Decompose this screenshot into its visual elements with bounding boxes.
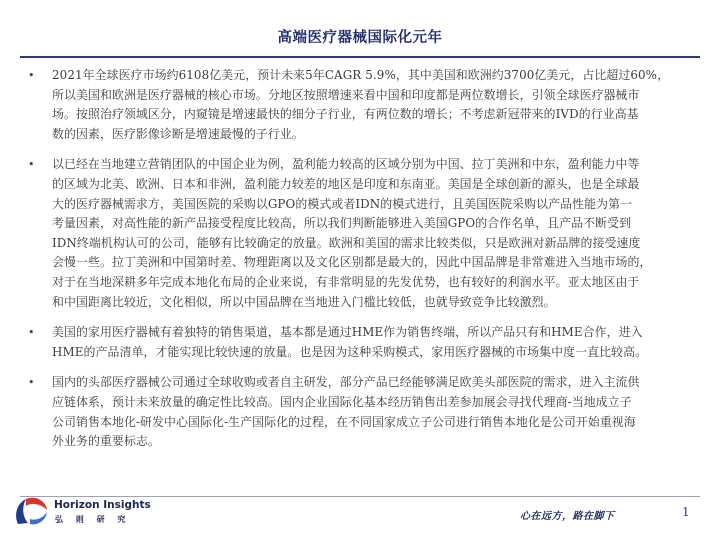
title-divider xyxy=(20,56,700,58)
company-logo xyxy=(12,492,172,532)
bullet-item xyxy=(28,155,700,312)
bullet-text xyxy=(52,373,700,451)
horizon-logo-icon xyxy=(12,494,50,530)
content-body xyxy=(28,66,700,463)
text-line: HME的产品清单，才能实现比较快速的放量。也是因为这种采购模式，家用医疗器械的市场集中度一直比较高。 xyxy=(52,344,648,359)
text-line: 以已经在当地建立营销团队的中国企业为例，盈利能力较高的区域分别为中国、拉丁美洲和中东，盈利能力中等 xyxy=(52,157,640,172)
text-line: 国内的头部医疗器械公司通过全球收购或者自主研发，部分产品已经能够满足欧美头部医院的需求，进入主流供 xyxy=(52,375,640,390)
footer-slogan: 心在远方，路在脚下 xyxy=(520,511,615,522)
text-line: 应链体系，预计未来放量的确定性比较高。国内企业国际化基本经历销售出差参加展会寻找代理商-当地成立子 xyxy=(52,394,632,409)
text-line: 对于在当地深耕多年完成本地化布局的企业来说，有非常明显的先发优势，也有较好的利润水平。亚太地区由于 xyxy=(52,274,640,289)
logo-english-name: Horizon Insights xyxy=(54,499,151,511)
bullet-icon: • xyxy=(28,69,35,82)
page-number: 1 xyxy=(682,505,690,519)
text-line: 会慢一些。拉丁美洲和中国第时差、物理距离以及文化区别都是最大的，因此中国品牌是非常难进入当地市场的， xyxy=(52,255,652,270)
bullet-icon: • xyxy=(28,376,35,390)
text-line: 的区域为北美、欧洲、日本和非洲，盈利能力较差的地区是印度和东南亚。美国是全球创新的源头，也是全球最 xyxy=(52,176,640,191)
text-line: 美国的家用医疗器械有着独特的销售渠道，基本都是通过HME作为销售终端，所以产品只有和HME合作，进入 xyxy=(52,325,643,340)
text-line: 考量因素，对高性能的新产品接受程度比较高，所以我们判断能够进入美国GPO的合作名单，且产品不断受到 xyxy=(52,216,632,231)
text-line: 数的因素，医疗影像诊断是增速最慢的子行业。 xyxy=(52,126,304,141)
text-line: 场。按照治疗领域区分，内窥镜是增速最快的细分子行业，有两位数的增长；不考虑新冠带来的IVD的行业高基 xyxy=(52,107,639,122)
bullet-text xyxy=(52,155,700,312)
text-line: IDN终端机构认可的公司，能够有比较确定的放量。欧洲和美国的需求比较类似，只是欧洲对新品牌的接受速度 xyxy=(52,235,641,250)
text-line: 外业务的重要标志。 xyxy=(52,434,160,449)
bullet-icon: • xyxy=(28,326,35,340)
text-line: 所以美国和欧洲是医疗器械的核心市场。分地区按照增速来看中国和印度都是两位数增长，引领全球医疗器械市 xyxy=(52,87,640,102)
bullet-item xyxy=(28,323,700,362)
bullet-icon: • xyxy=(28,158,35,172)
text-line: 和中国距离比较近，文化相似，所以中国品牌在当地进入门槛比较低，也就导致竞争比较激烈。 xyxy=(52,294,556,309)
bullet-item xyxy=(28,66,700,144)
text-line: 2021年全球医疗市场约6108亿美元，预计未来5年CAGR 5.9%，其中美国和欧洲约3700亿美元，占比超过60%， xyxy=(52,68,670,82)
title-bar xyxy=(0,22,720,50)
text-line: 大的医疗器械需求方，美国医院的采购以GPO的模式或者IDN的模式进行，且美国医院采购以产品性能为第一 xyxy=(52,196,633,211)
logo-chinese-name: 弘 则 研 究 xyxy=(55,515,131,524)
page-title: 高端医疗器械国际化元年 xyxy=(277,29,443,46)
bullet-text xyxy=(52,66,700,144)
bullet-item xyxy=(28,373,700,451)
bullet-text xyxy=(52,323,700,362)
text-line: 公司销售本地化-研发中心国际化-生产国际化的过程，在不同国家成立子公司进行销售本地化是公司开始重视海 xyxy=(52,414,636,429)
